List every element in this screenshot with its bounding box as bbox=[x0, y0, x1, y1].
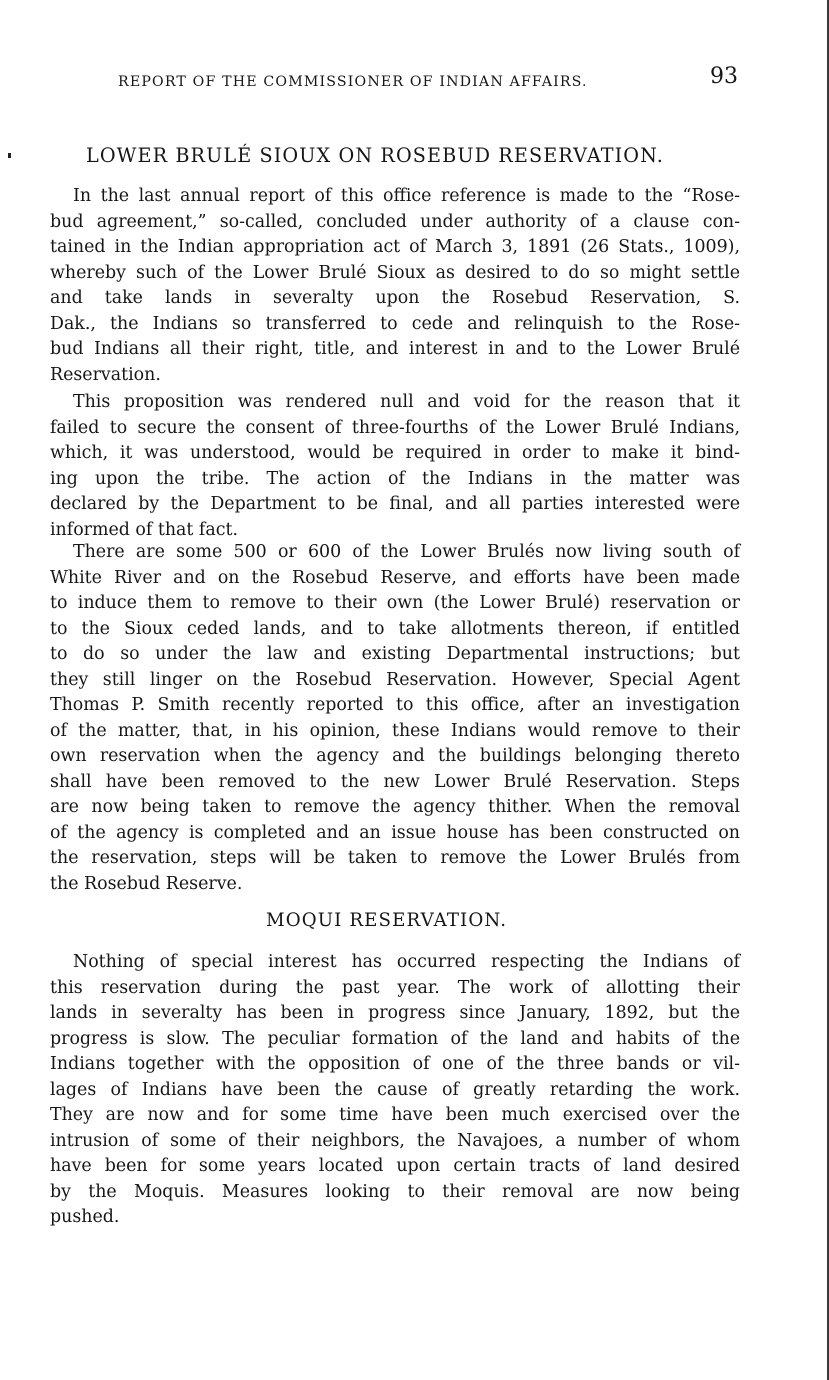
text-line: In the last annual report of this office reference is made to the “Rose- bbox=[73, 186, 740, 206]
text-line: are now being taken to remove the agency thither. When the removal bbox=[50, 797, 740, 817]
paragraph-moqui bbox=[50, 950, 740, 1231]
text-line: failed to secure the consent of three-fourths of the Lower Brulé Indians, bbox=[50, 417, 740, 438]
running-title: REPORT OF THE COMMISSIONER OF INDIAN AFFAIRS. bbox=[118, 74, 588, 90]
text-line: Thomas P. Smith recently reported to this office, after an investigation bbox=[50, 695, 740, 715]
section-title-moqui: MOQUI RESERVATION. bbox=[266, 910, 508, 931]
text-line: bud agreement,” so-called, concluded under authority of a clause con- bbox=[50, 211, 740, 232]
text-line: They are now and for some time have been much exercised over the bbox=[50, 1105, 740, 1125]
text-line: bud Indians all their right, title, and interest in and to the Lower Brulé bbox=[50, 339, 740, 359]
text-line: informed of that fact. bbox=[50, 519, 238, 540]
text-line: the reservation, steps will be taken to remove the Lower Brulés from bbox=[50, 848, 740, 868]
text-line: to do so under the law and existing Departmental instructions; but bbox=[50, 644, 740, 664]
text-line: ing upon the tribe. The action of the Indians in the matter was bbox=[50, 468, 740, 489]
text-line: Dak., the Indians so transferred to cede and relinquish to the Rose- bbox=[50, 313, 740, 334]
text-line: This proposition was rendered null and void for the reason that it bbox=[73, 392, 740, 412]
section-title-lower-brule: LOWER BRULÉ SIOUX ON ROSEBUD RESERVATION. bbox=[86, 144, 664, 167]
text-line: the Rosebud Reserve. bbox=[50, 873, 243, 894]
paragraph-rosebud-agreement bbox=[50, 184, 740, 388]
paragraph-lower-brules-south bbox=[50, 540, 740, 897]
text-line: and take lands in severalty upon the Rosebud Reservation, S. bbox=[50, 288, 740, 308]
text-line: they still linger on the Rosebud Reservation. However, Special Agent bbox=[50, 669, 740, 690]
text-line: Indians together with the opposition of one of the three bands or vil- bbox=[50, 1054, 740, 1074]
text-line: of the agency is completed and an issue house has been constructed on bbox=[50, 822, 740, 843]
text-line: There are some 500 or 600 of the Lower Brulés now living south of bbox=[73, 542, 740, 562]
text-line: to the Sioux ceded lands, and to take allotments thereon, if entitled bbox=[50, 618, 740, 639]
margin-mark bbox=[8, 153, 11, 158]
text-line: White River and on the Rosebud Reserve, and efforts have been made bbox=[50, 567, 740, 588]
text-line: have been for some years located upon certain tracts of land desired bbox=[50, 1156, 740, 1176]
text-line: lages of Indians have been the cause of greatly retarding the work. bbox=[50, 1079, 740, 1100]
text-line: by the Moquis. Measures looking to their removal are now being bbox=[50, 1181, 740, 1202]
paragraph-proposition-void bbox=[50, 390, 740, 543]
text-line: intrusion of some of their neighbors, the Navajoes, a number of whom bbox=[50, 1130, 740, 1151]
text-line: to induce them to remove to their own (the Lower Brulé) reservation or bbox=[50, 593, 740, 613]
text-line: tained in the Indian appropriation act of March 3, 1891 (26 Stats., 1009), bbox=[50, 237, 740, 257]
page-number: 93 bbox=[710, 64, 738, 89]
text-line: pushed. bbox=[50, 1207, 120, 1227]
text-line: progress is slow. The peculiar formation of the land and habits of the bbox=[50, 1028, 740, 1049]
text-line: of the matter, that, in his opinion, these Indians would remove to their bbox=[50, 720, 740, 741]
text-line: Reservation. bbox=[50, 364, 161, 385]
text-line: whereby such of the Lower Brulé Sioux as desired to do so might settle bbox=[50, 262, 740, 283]
text-line: shall have been removed to the new Lower Brulé Reservation. Steps bbox=[50, 771, 740, 792]
text-line: Nothing of special interest has occurred respecting the Indians of bbox=[73, 952, 740, 972]
text-line: own reservation when the agency and the buildings belonging thereto bbox=[50, 746, 740, 766]
text-line: lands in severalty has been in progress since January, 1892, but the bbox=[50, 1003, 740, 1023]
running-header bbox=[118, 64, 738, 94]
text-line: this reservation during the past year. The work of allotting their bbox=[50, 977, 740, 998]
text-line: which, it was understood, would be required in order to make it bind- bbox=[50, 443, 740, 463]
text-line: declared by the Department to be final, and all parties interested were bbox=[50, 494, 740, 514]
